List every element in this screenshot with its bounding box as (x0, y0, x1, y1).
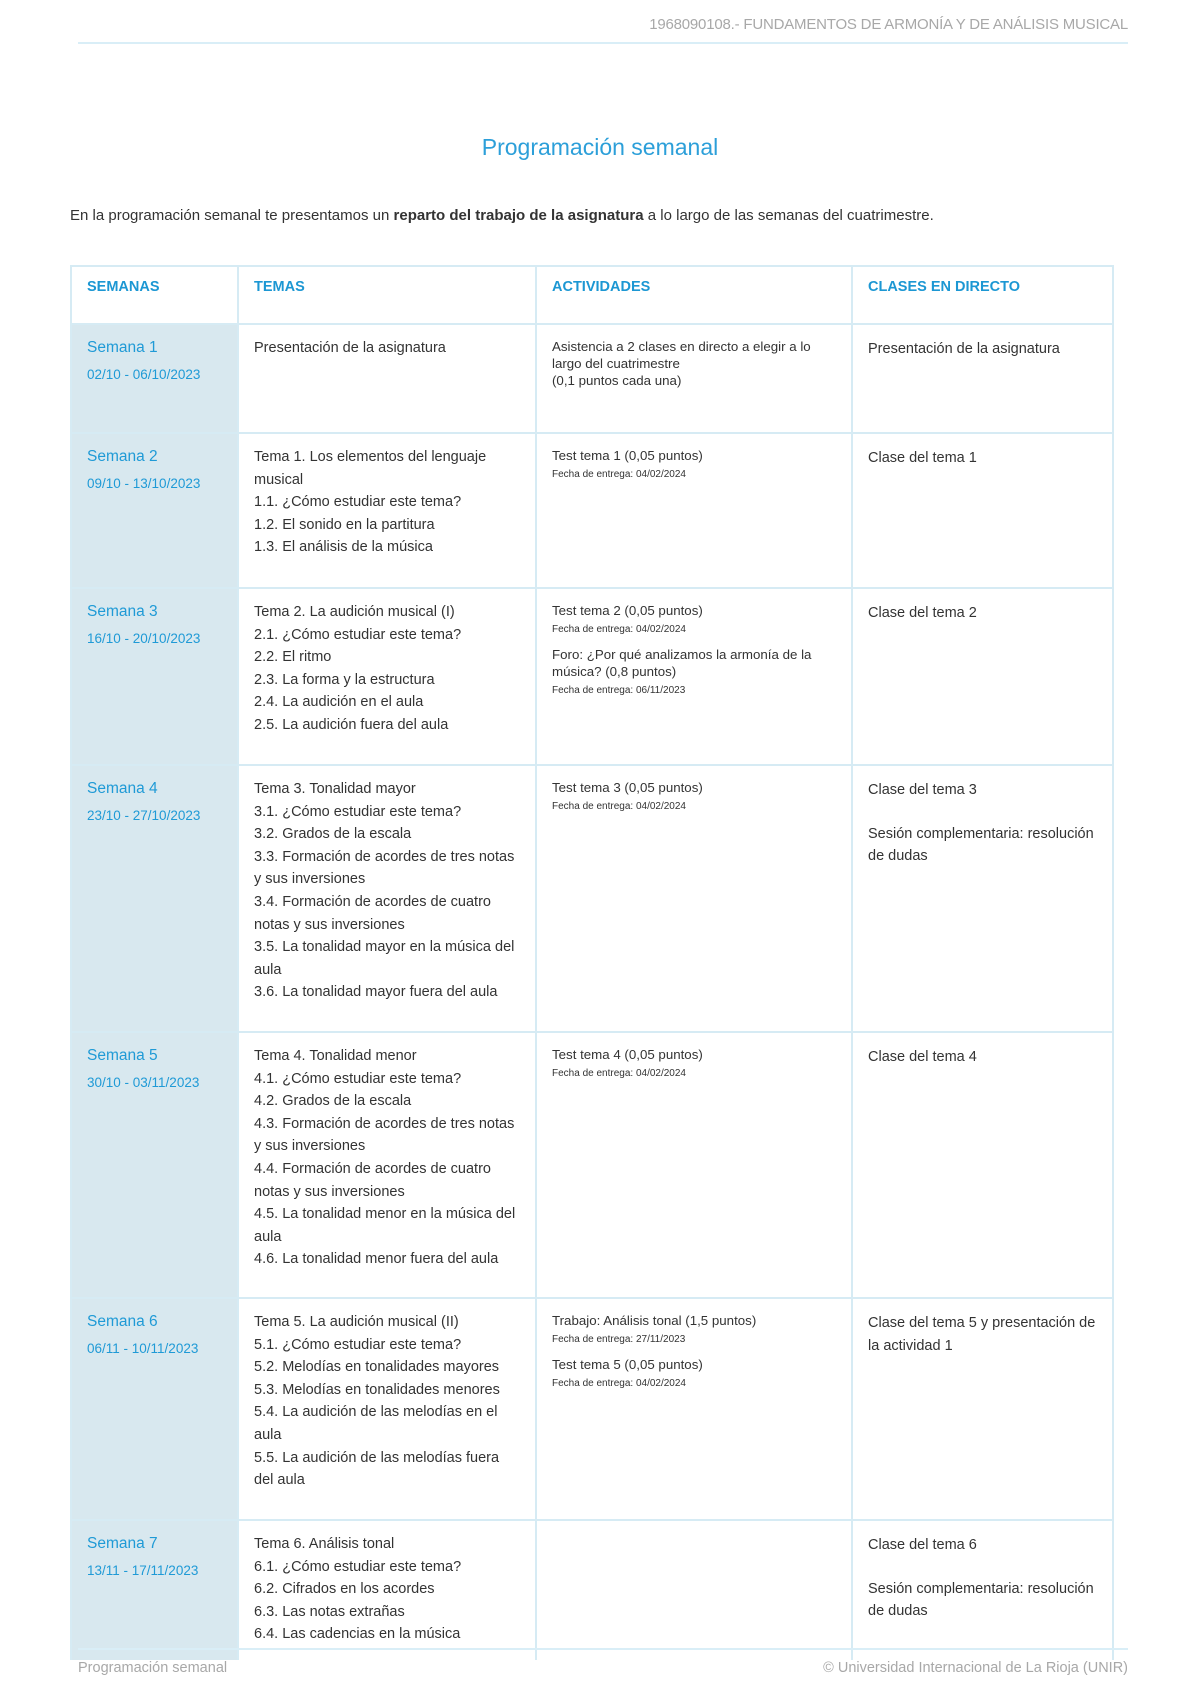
topic-subsection: 6.3. Las notas extrañas (254, 1603, 405, 1620)
topics-cell (238, 324, 536, 433)
intro-paragraph (70, 207, 1140, 224)
topic-subsection: 5.1. ¿Cómo estudiar este tema? (254, 1336, 462, 1353)
activity-name: Foro: ¿Por qué analizamos la armonía de la música? (0,8 puntos) (552, 647, 812, 679)
topic-title: Tema 5. La audición musical (II) (254, 1314, 459, 1330)
activity-due-date: Fecha de entrega: 27/11/2023 (552, 1334, 686, 1345)
topic-subsection: 1.2. El sonido en la partitura (254, 516, 435, 533)
spacer (868, 802, 1098, 823)
topic-subsection: 5.5. La audición de las melodías fuera del aula (254, 1449, 500, 1489)
topic-subsection: 3.5. La tonalidad mayor en la música del aula (254, 939, 515, 978)
activity-name: Test tema 2 (0,05 puntos) (552, 603, 703, 618)
week-name: Semana 5 (87, 1047, 158, 1064)
table-row (71, 324, 1113, 433)
week-cell (71, 1298, 238, 1520)
activity-name: Test tema 4 (0,05 puntos) (552, 1047, 703, 1062)
topic-subsection: 3.6. La tonalidad mayor fuera del aula (254, 984, 498, 1001)
topic-subsection: 2.5. La audición fuera del aula (254, 716, 449, 733)
activities-cell (536, 1520, 852, 1660)
topic-subsection: 3.3. Formación de acordes de tres notas y sus inversiones (254, 848, 515, 888)
table-row (71, 1298, 1113, 1520)
week-dates: 06/11 - 10/11/2023 (87, 1341, 199, 1356)
footer-section-title: Programación semanal (78, 1660, 228, 1676)
topic-subsection: 2.1. ¿Cómo estudiar este tema? (254, 626, 462, 643)
topic-subsection: 2.3. La forma y la estructura (254, 671, 435, 688)
table-header-row (71, 266, 1113, 324)
topics-cell (238, 1298, 536, 1520)
week-cell (71, 433, 238, 588)
activity-name: Test tema 5 (0,05 puntos) (552, 1357, 703, 1372)
weekly-schedule-table (70, 265, 1114, 1660)
activities-cell (536, 433, 852, 588)
footer-copyright: © Universidad Internacional de La Rioja (UNIR) (823, 1660, 1128, 1676)
intro-text-bold: reparto del trabajo de la asignatura (393, 207, 644, 224)
live-class-text: Clase del tema 4 (868, 1049, 977, 1065)
live-class-text: Clase del tema 5 y presentación de la actividad 1 (868, 1315, 1096, 1354)
topic-subsection: 3.2. Grados de la escala (254, 826, 412, 843)
activity-name: Test tema 3 (0,05 puntos) (552, 780, 703, 795)
live-class-cell (852, 324, 1113, 433)
activity-due-date: Fecha de entrega: 04/02/2024 (552, 624, 686, 635)
live-class-cell (852, 433, 1113, 588)
live-class-text: Clase del tema 1 (868, 450, 977, 466)
topic-subsection: 3.4. Formación de acordes de cuatro notas y sus inversiones (254, 893, 491, 933)
week-name: Semana 4 (87, 780, 158, 797)
course-header: 1968090108.- FUNDAMENTOS DE ARMONÍA Y DE ANÁLISIS MUSICAL (649, 16, 1128, 33)
week-cell (71, 1032, 238, 1298)
column-header-live-classes: CLASES EN DIRECTO (852, 266, 1113, 324)
topic-subsection: 3.1. ¿Cómo estudiar este tema? (254, 803, 462, 820)
live-class-cell (852, 1032, 1113, 1298)
live-class-text: Sesión complementaria: resolución de dudas (868, 1580, 1094, 1620)
topic-title: Presentación de la asignatura (254, 340, 446, 356)
topic-subsection: 4.3. Formación de acordes de tres notas y sus inversiones (254, 1115, 515, 1155)
topic-title: Tema 6. Análisis tonal (254, 1536, 395, 1552)
week-name: Semana 6 (87, 1313, 158, 1330)
topic-subsection: 4.2. Grados de la escala (254, 1093, 412, 1110)
activity-name: Trabajo: Análisis tonal (1,5 puntos) (552, 1313, 757, 1328)
live-class-cell (852, 765, 1113, 1032)
week-dates: 23/10 - 27/10/2023 (87, 808, 201, 823)
header-divider (78, 42, 1128, 44)
topic-subsection: 4.4. Formación de acordes de cuatro notas y sus inversiones (254, 1160, 491, 1200)
live-class-text: Presentación de la asignatura (868, 341, 1060, 357)
topic-subsection: 6.2. Cifrados en los acordes (254, 1581, 435, 1598)
topic-subsection: 6.4. Las cadencias en la música (254, 1626, 461, 1643)
live-class-cell (852, 1298, 1113, 1520)
spacer (868, 1557, 1098, 1578)
topic-subsection: 4.6. La tonalidad menor fuera del aula (254, 1251, 499, 1268)
activities-cell (536, 1032, 852, 1298)
week-dates: 02/10 - 06/10/2023 (87, 367, 201, 382)
table-row (71, 588, 1113, 765)
live-class-text: Sesión complementaria: resolución de dudas (868, 825, 1094, 865)
column-header-weeks: SEMANAS (71, 266, 238, 324)
activity-due-date: Fecha de entrega: 04/02/2024 (552, 469, 686, 480)
topic-subsection: 2.2. El ritmo (254, 649, 332, 666)
activities-cell (536, 765, 852, 1032)
week-dates: 30/10 - 03/11/2023 (87, 1075, 200, 1090)
table-row (71, 433, 1113, 588)
week-name: Semana 3 (87, 603, 158, 620)
live-class-cell (852, 1520, 1113, 1660)
topics-cell (238, 433, 536, 588)
topic-subsection: 6.1. ¿Cómo estudiar este tema? (254, 1558, 462, 1575)
topic-subsection: 4.5. La tonalidad menor en la música del aula (254, 1206, 516, 1245)
week-cell (71, 765, 238, 1032)
table-row (71, 1520, 1113, 1660)
topic-subsection: 2.4. La audición en el aula (254, 694, 424, 711)
week-dates: 09/10 - 13/10/2023 (87, 476, 201, 491)
page-title: Programación semanal (481, 134, 719, 160)
topics-cell (238, 588, 536, 765)
week-name: Semana 2 (87, 448, 158, 465)
week-cell (71, 324, 238, 433)
column-header-activities: ACTIVIDADES (536, 266, 852, 324)
week-cell (71, 1520, 238, 1660)
topics-cell (238, 765, 536, 1032)
topic-subsection: 1.1. ¿Cómo estudiar este tema? (254, 494, 462, 511)
activities-cell (536, 1298, 852, 1520)
activity-due-date: Fecha de entrega: 06/11/2023 (552, 685, 686, 696)
table-row (71, 1032, 1113, 1298)
live-class-text: Clase del tema 6 (868, 1537, 977, 1553)
activity-due-date: Fecha de entrega: 04/02/2024 (552, 1378, 686, 1389)
topic-subsection: 5.3. Melodías en tonalidades menores (254, 1381, 500, 1398)
table-row (71, 765, 1113, 1032)
topic-title: Tema 3. Tonalidad mayor (254, 781, 416, 797)
topic-subsection: 4.1. ¿Cómo estudiar este tema? (254, 1070, 462, 1087)
week-name: Semana 7 (87, 1535, 158, 1552)
week-dates: 13/11 - 17/11/2023 (87, 1563, 199, 1578)
footer-divider (78, 1648, 1128, 1650)
topic-title: Tema 2. La audición musical (I) (254, 604, 455, 620)
live-class-text: Clase del tema 2 (868, 605, 977, 621)
week-cell (71, 588, 238, 765)
activities-cell (536, 324, 852, 433)
activity-due-date: Fecha de entrega: 04/02/2024 (552, 801, 686, 812)
intro-text-before: En la programación semanal te presentamos un (70, 207, 394, 224)
topic-subsection: 5.4. La audición de las melodías en el aula (254, 1404, 498, 1443)
activity-name: Test tema 1 (0,05 puntos) (552, 448, 703, 463)
topic-title: Tema 1. Los elementos del lenguaje musical (254, 449, 487, 488)
topic-subsection: 5.2. Melodías en tonalidades mayores (254, 1359, 500, 1376)
column-header-topics: TEMAS (238, 266, 536, 324)
activity-due-date: Fecha de entrega: 04/02/2024 (552, 1068, 686, 1079)
live-class-cell (852, 588, 1113, 765)
week-name: Semana 1 (87, 339, 158, 356)
live-class-text: Clase del tema 3 (868, 782, 977, 798)
topics-cell (238, 1520, 536, 1660)
activities-cell (536, 588, 852, 765)
week-dates: 16/10 - 20/10/2023 (87, 631, 201, 646)
topics-cell (238, 1032, 536, 1298)
topic-subsection: 1.3. El análisis de la música (254, 539, 433, 556)
topic-title: Tema 4. Tonalidad menor (254, 1048, 417, 1064)
intro-text-after: a lo largo de las semanas del cuatrimestre. (643, 207, 934, 224)
activity-name: Asistencia a 2 clases en directo a elegir a lo largo del cuatrimestre (0,1 puntos cada una) (552, 339, 811, 388)
